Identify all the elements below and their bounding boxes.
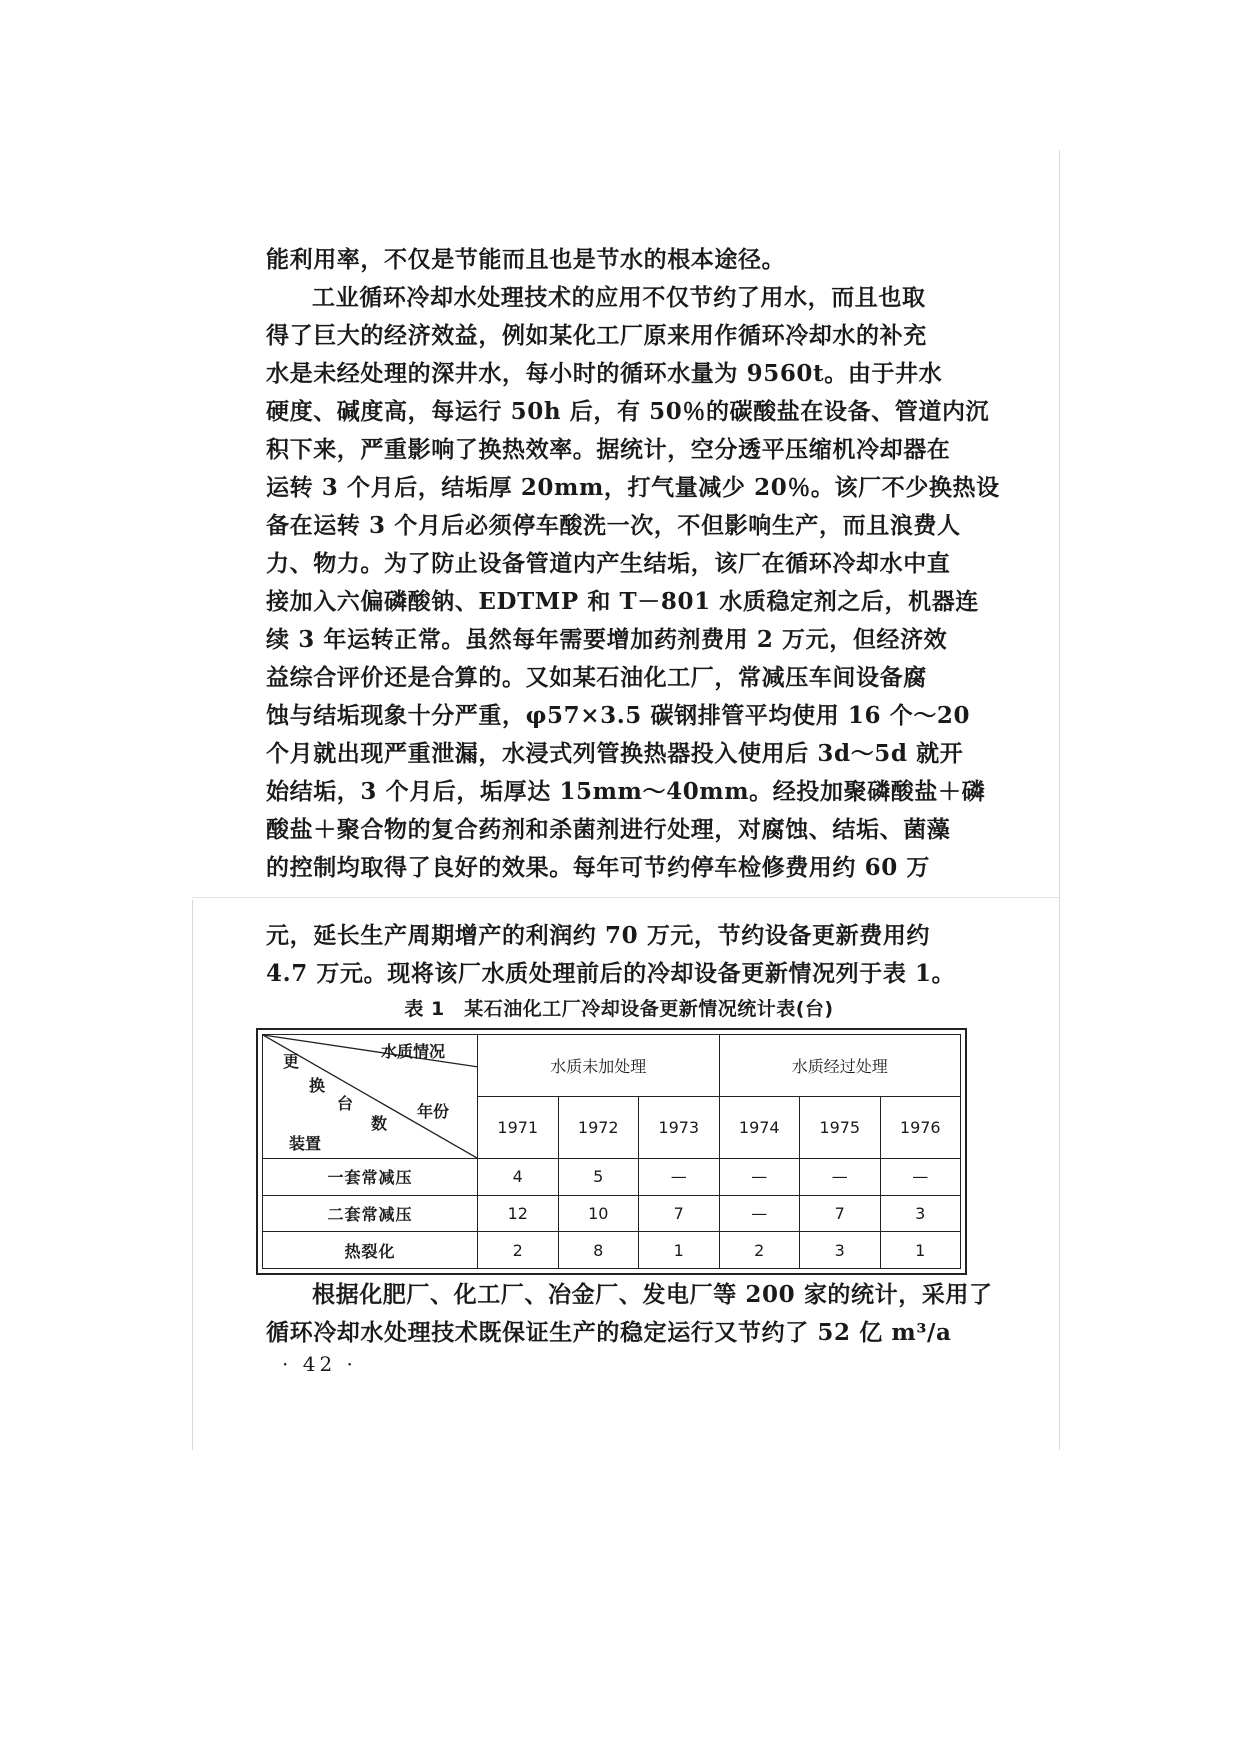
text-line: 酸盐＋聚合物的复合药剂和杀菌剂进行处理，对腐蚀、结垢、菌藻 [266, 816, 951, 843]
text-line: 得了巨大的经济效益，例如某化工厂原来用作循环冷却水的补充 [266, 322, 927, 349]
text-line: 备在运转 3 个月后必须停车酸洗一次，不但影响生产，而且浪费人 [266, 512, 961, 539]
table-cell: 2 [719, 1232, 800, 1269]
scan-edge-left [192, 900, 193, 1450]
table-row [263, 1159, 961, 1196]
row-label: 热裂化 [263, 1232, 478, 1269]
table-row [263, 1232, 961, 1269]
text-line: 的控制均取得了良好的效果。每年可节约停车检修费用约 60 万 [266, 854, 931, 881]
table-cell: 1 [880, 1232, 961, 1269]
body-text-bottom [266, 1276, 993, 1352]
text-line: 积下来，严重影响了换热效率。据统计，空分透平压缩机冷却器在 [266, 436, 951, 463]
text-line: 蚀与结垢现象十分严重，φ57×3.5 碳钢排管平均使用 16 个～20 [266, 702, 971, 729]
text-line: 元，延长生产周期增产的利润约 70 万元，节约设备更新费用约 [266, 922, 931, 949]
corner-label-year: 年份 [417, 1102, 450, 1121]
corner-label-device: 装置 [289, 1134, 322, 1153]
table-cell: 10 [558, 1195, 639, 1232]
table-cell: 7 [639, 1195, 720, 1232]
year-cell: 1973 [639, 1097, 720, 1159]
row-label: 二套常减压 [263, 1195, 478, 1232]
text-line: 循环冷却水处理技术既保证生产的稳定运行又节约了 52 亿 m³/a [266, 1319, 952, 1346]
table-cell: 7 [800, 1195, 881, 1232]
text-line: 能利用率，不仅是节能而且也是节水的根本途径。 [266, 246, 786, 273]
corner-label-huan: 换 [309, 1076, 326, 1095]
header-untreated: 水质未加处理 [478, 1035, 720, 1097]
text-line: 力、物力。为了防止设备管道内产生结垢，该厂在循环冷却水中直 [266, 550, 951, 577]
scan-edge-right [1059, 150, 1060, 1450]
table-cell: 3 [800, 1232, 881, 1269]
equipment-replacement-table [262, 1034, 961, 1269]
table-cell: — [800, 1159, 881, 1196]
table-cell: — [719, 1159, 800, 1196]
year-cell: 1976 [880, 1097, 961, 1159]
table-cell: 2 [478, 1232, 559, 1269]
row-label: 一套常减压 [263, 1159, 478, 1196]
year-cell: 1975 [800, 1097, 881, 1159]
corner-label-gen: 更 [283, 1052, 300, 1071]
year-cell: 1971 [478, 1097, 559, 1159]
text-line: 始结垢，3 个月后，垢厚达 15mm～40mm。经投加聚磷酸盐＋磷 [266, 778, 986, 805]
body-text-middle [266, 917, 972, 993]
corner-label-tai: 台 [337, 1094, 354, 1113]
text-line: 根据化肥厂、化工厂、冶金厂、发电厂等 200 家的统计，采用了 [312, 1281, 993, 1308]
scan-edge-horizontal [192, 897, 1059, 898]
text-line: 水是未经处理的深井水，每小时的循环水量为 9560t。由于井水 [266, 360, 943, 387]
text-line: 个月就出现严重泄漏，水浸式列管换热器投入使用后 3d～5d 就开 [266, 740, 964, 767]
page-number: · 42 · [282, 1352, 357, 1376]
table-cell: — [880, 1159, 961, 1196]
text-line: 4.7 万元。现将该厂水质处理前后的冷却设备更新情况列于表 1。 [266, 960, 956, 987]
table-cell: 5 [558, 1159, 639, 1196]
table-cell: 12 [478, 1195, 559, 1232]
text-line: 续 3 年运转正常。虽然每年需要增加药剂费用 2 万元，但经济效 [266, 626, 948, 653]
year-cell: 1972 [558, 1097, 639, 1159]
table-cell: 4 [478, 1159, 559, 1196]
equipment-table-frame [256, 1028, 967, 1275]
table-cell: — [719, 1195, 800, 1232]
body-text-top [266, 241, 1000, 887]
table-cell: 3 [880, 1195, 961, 1232]
text-line: 益综合评价还是合算的。又如某石油化工厂，常减压车间设备腐 [266, 664, 927, 691]
corner-label-water-quality: 水质情况 [381, 1042, 446, 1061]
text-line: 工业循环冷却水处理技术的应用不仅节约了用水，而且也取 [312, 284, 926, 311]
table-corner-header [263, 1035, 478, 1159]
table-row [263, 1195, 961, 1232]
year-cell: 1974 [719, 1097, 800, 1159]
header-treated: 水质经过处理 [719, 1035, 961, 1097]
table-cell: 8 [558, 1232, 639, 1269]
table-cell: — [639, 1159, 720, 1196]
text-line: 硬度、碱度高，每运行 50h 后，有 50％的碳酸盐在设备、管道内沉 [266, 398, 990, 425]
table-caption: 表 1 某石油化工厂冷却设备更新情况统计表(台) [404, 998, 834, 1020]
corner-label-shu: 数 [371, 1114, 388, 1133]
table-cell: 1 [639, 1232, 720, 1269]
text-line: 接加入六偏磷酸钠、EDTMP 和 T－801 水质稳定剂之后，机器连 [266, 588, 979, 615]
text-line: 运转 3 个月后，结垢厚 20mm，打气量减少 20％。该厂不少换热设 [266, 474, 1000, 501]
